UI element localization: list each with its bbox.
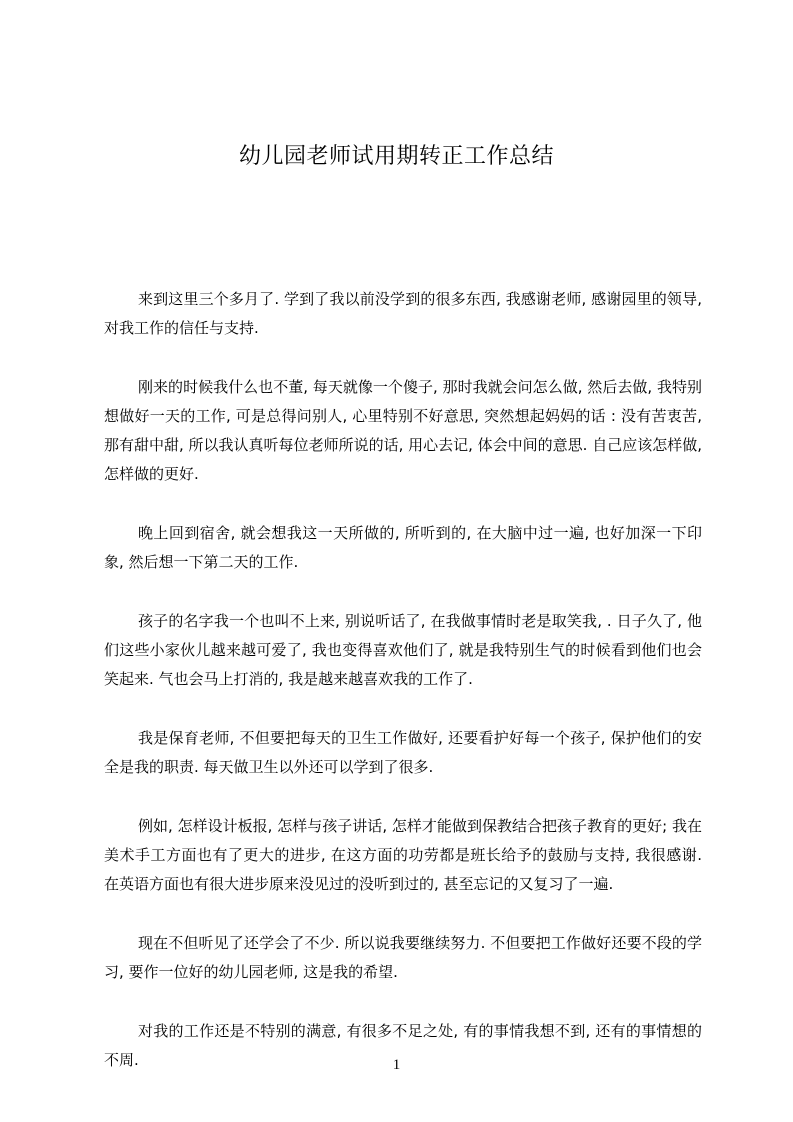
document-body [104,285,702,1105]
page-number: 1 [392,1057,401,1073]
paragraph-5: 我是保育老师, 不但要把每天的卫生工作做好, 还要看护好每一个孩子, 保护他们的安全是我的职责. 每天做卫生以外还可以学到了很多. [104,729,702,776]
paragraph-6: 例如, 怎样设计板报, 怎样与孩子讲话, 怎样才能做到保教结合把孩子教育的更好; 我在美术手工方面也有了更大的进步, 在这方面的功劳都是班长给予的鼓励与支持, 我很感谢. 在英语方面也有很大进步原来没见过的没听到过的, 甚至忘记的又复习了一遍. [104,817,702,893]
paragraph-2: 刚来的时候我什么也不董, 每天就像一个傻子, 那时我就会问怎么做, 然后去做, 我特别想做好一天的工作, 可是总得问别人, 心里特别不好意思, 突然想起妈妈的话 : 没有苦衷苦, 那有甜中甜, 所以我认真听每位老师所说的话, 用心去记, 体会中间的意思. 自己应该怎样做, 怎样做的更好. [104,378,702,483]
paragraph-7: 现在不但听见了还学会了不少. 所以说我要继续努力. 不但要把工作做好还要不段的学习, 要作一位好的幼儿园老师, 这是我的希望. [104,934,702,981]
paragraph-1: 来到这里三个多月了. 学到了我以前没学到的很多东西, 我感谢老师, 感谢园里的领导, 对我工作的信任与支持. [104,290,702,337]
document-title: 幼儿园老师试用期转正工作总结 [238,144,554,169]
paragraph-4: 孩子的名字我一个也叫不上来, 别说听话了, 在我做事情时老是取笑我, . 日子久了, 他们这些小家伙儿越来越可爱了, 我也变得喜欢他们了, 就是我特别生气的时候看到他们也会笑起来. 气也会马上打消的, 我是越来越喜欢我的工作了. [104,612,702,688]
paragraph-3: 晚上回到宿舍, 就会想我这一天所做的, 所听到的, 在大脑中过一遍, 也好加深一下印象, 然后想一下第二天的工作. [104,524,702,571]
paragraph-8: 对我的工作还是不特别的满意, 有很多不足之处, 有的事情我想不到, 还有的事情想的不周. [104,1022,702,1069]
